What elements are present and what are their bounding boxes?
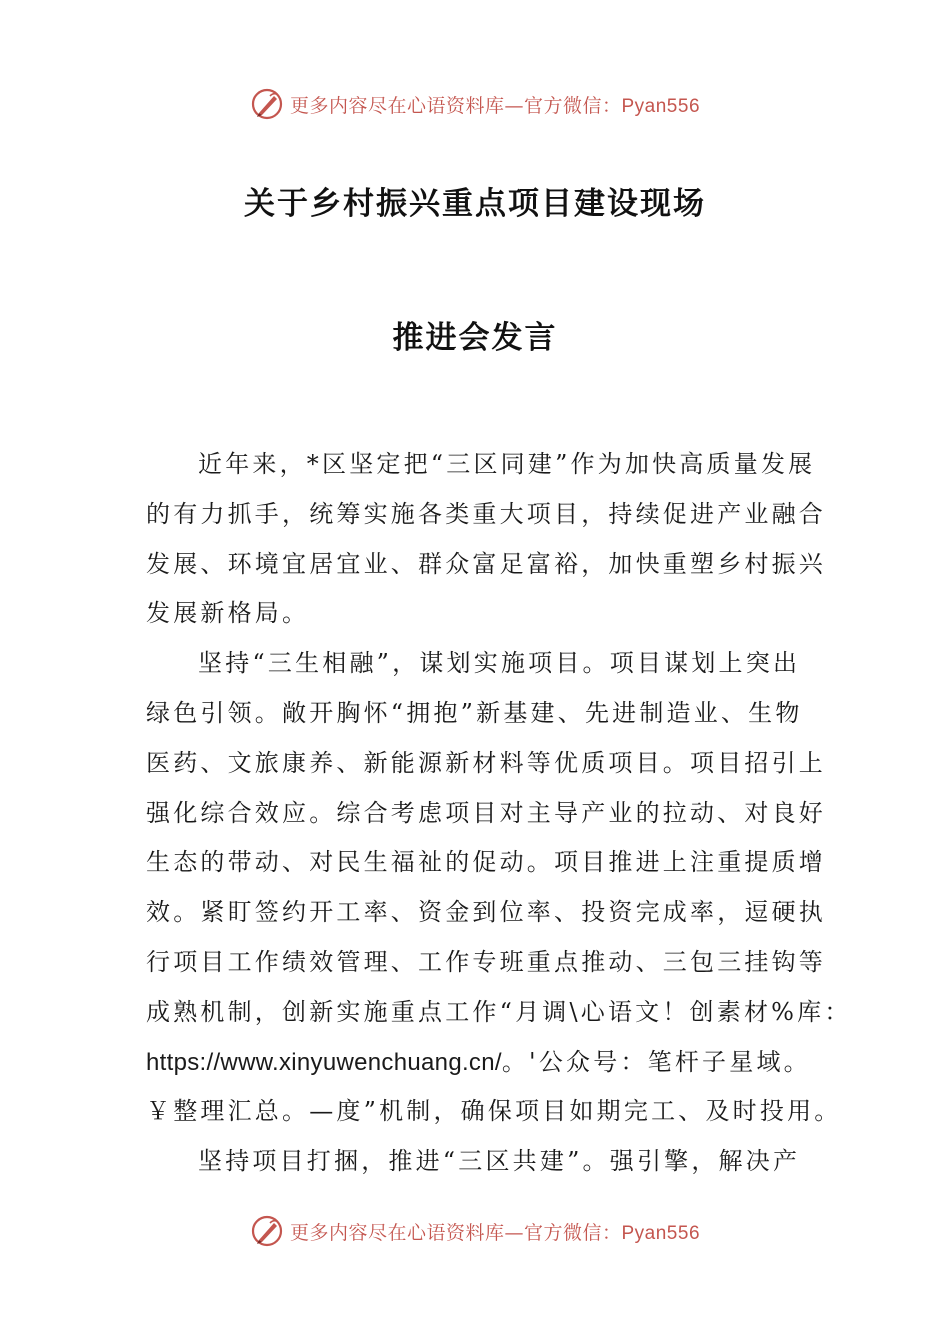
- body-line: 成熟机制，创新实施重点工作“月调\心语文！创素材%库：: [146, 997, 852, 1026]
- body-line: 发展新格局。: [146, 599, 310, 628]
- body-line-with-url: https://www.xinyuwenchuang.cn/。'公众号：笔杆子星域。: [146, 1047, 811, 1076]
- page-title-line-1: 关于乡村振兴重点项目建设现场: [244, 186, 706, 222]
- footer-banner: [0, 1211, 950, 1251]
- body-line: 坚持“三生相融”，谋划实施项目。项目谋划上突出: [198, 649, 801, 678]
- header-banner: [0, 84, 950, 124]
- body-line: 强化综合效应。综合考虑项目对主导产业的拉动、对良好: [146, 798, 826, 827]
- body-line: 效。紧盯签约开工率、资金到位率、投资完成率，逗硬执: [146, 898, 826, 927]
- body-line: 生态的带动、对民生福祉的促动。项目推进上注重提质增: [146, 848, 826, 877]
- body-line: 绿色引领。敞开胸怀“拥抱”新基建、先进制造业、生物: [146, 698, 803, 727]
- url-text: https://www.xinyuwenchuang.cn/: [146, 1048, 502, 1076]
- body-line: 医药、文旅康养、新能源新材料等优质项目。项目招引上: [146, 748, 826, 777]
- body-line: ￥整理汇总。—度”机制，确保项目如期完工、及时投用。: [146, 1097, 842, 1126]
- banner-text: 更多内容尽在心语资料库—官方微信：Pyan556: [289, 1221, 701, 1244]
- document-body: [146, 440, 852, 1187]
- wechat-id: Pyan556: [621, 95, 701, 117]
- body-line: 的有力抓手，统筹实施各类重大项目，持续促进产业融合: [146, 499, 826, 528]
- page-title-line-2: 推进会发言: [392, 320, 558, 356]
- body-line: 坚持项目打捆，推进“三区共建”。强引擎，解决产: [198, 1147, 801, 1176]
- body-line: 近年来，*区坚定把“三区同建”作为加快高质量发展: [198, 450, 816, 478]
- banner-text: 更多内容尽在心语资料库—官方微信：Pyan556: [289, 94, 701, 117]
- body-line: 行项目工作绩效管理、工作专班重点推动、三包三挂钩等: [146, 947, 826, 976]
- body-line: 发展、环境宜居宜业、群众富足富裕，加快重塑乡村振兴: [146, 549, 826, 578]
- wechat-id: Pyan556: [621, 1222, 701, 1244]
- pen-logo-icon: [250, 87, 284, 121]
- pen-logo-icon: [250, 1214, 284, 1248]
